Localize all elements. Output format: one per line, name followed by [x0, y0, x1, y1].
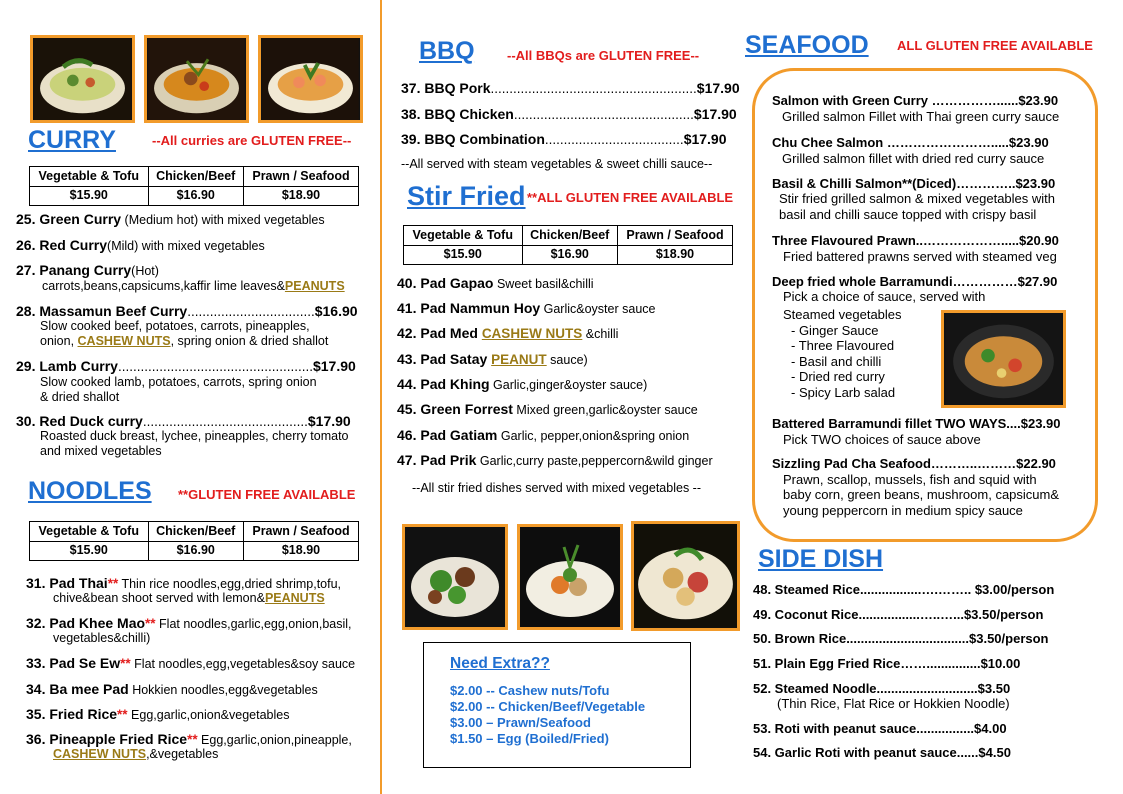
menu-item-28: 28. Massamun Beef Curry..................................$16.90: [16, 303, 358, 319]
menu-item-29: 29. Lamb Curry....................................................$17.90: [16, 358, 356, 374]
cashew-allergen: CASHEW NUTS: [53, 747, 147, 761]
item-name: 33. Pad Se Ew: [26, 655, 121, 671]
item-name: 35. Fried Rice: [26, 706, 118, 722]
stir-fried-heading: Stir Fried: [407, 181, 526, 211]
menu-item-40: 40. Pad Gapao Sweet basil&chilli: [397, 275, 594, 291]
need-extra-box: [423, 642, 691, 768]
item-name: 41. Pad Nammun Hoy: [397, 300, 541, 316]
item-name: 44. Pad Khing: [397, 376, 490, 392]
bbq-footnote: --All served with steam vegetables & sweet chilli sauce--: [401, 157, 713, 171]
item-desc: (Hot): [131, 264, 159, 278]
menu-item-36: 36. Pineapple Fried Rice** Egg,garlic,onion,pineapple,: [26, 731, 352, 747]
item-price: $3.00/person: [974, 582, 1055, 597]
item-desc-line: Prawn, scallop, mussels, fish and squid with: [783, 472, 1037, 487]
item-desc: (Mild) with mixed vegetables: [107, 239, 265, 253]
item-price: $23.90: [1018, 93, 1059, 108]
price-value: $15.90: [30, 541, 149, 561]
item-name: 34. Ba mee Pad: [26, 681, 129, 697]
item-name: 47. Pad Prik: [397, 452, 477, 468]
bbq-item: 39. BBQ Combination.....................................$17.90: [401, 131, 727, 147]
menu-item-27: [16, 262, 159, 279]
column-divider: [380, 0, 382, 794]
price-header: Prawn / Seafood: [243, 522, 358, 542]
noodles-gluten-note: **GLUTEN FREE AVAILABLE: [178, 487, 356, 502]
need-extra-title: Need Extra??: [450, 655, 550, 672]
gluten-star: **: [145, 616, 156, 631]
item-desc-line: Steamed vegetables: [783, 307, 902, 322]
price-value: $16.90: [522, 245, 617, 265]
item-desc-line: Grilled salmon Fillet with Thai green curry sauce: [782, 109, 1060, 124]
menu-item-45: 45. Green Forrest Mixed green,garlic&oyster sauce: [397, 401, 698, 417]
price-header: Vegetable & Tofu: [30, 522, 149, 542]
peanut-allergen: PEANUT: [491, 352, 547, 367]
item-name: 30. Red Duck curry: [16, 413, 143, 429]
bbq-heading: BBQ: [419, 37, 475, 65]
price-header: Prawn / Seafood: [243, 167, 358, 187]
item-name: 42. Pad Med: [397, 325, 482, 341]
item-price: $23.90: [1008, 135, 1049, 150]
item-desc-line: & dried shallot: [40, 390, 120, 404]
seafood-item: Deep fried whole Barramundi……………$27.90: [772, 274, 1058, 289]
item-desc-line: onion, CASHEW NUTS, spring onion & dried shallot: [40, 334, 329, 348]
price-header: Chicken/Beef: [148, 522, 243, 542]
price-header: Chicken/Beef: [522, 226, 617, 246]
item-name: 43. Pad Satay: [397, 351, 492, 367]
extra-line: $2.00 -- Cashew nuts/Tofu: [450, 683, 610, 698]
item-name: 38. BBQ Chicken: [401, 106, 514, 122]
item-desc-line: Stir fried grilled salmon & mixed vegetables with: [779, 191, 1056, 206]
menu-item-30: 30. Red Duck curry............................................$17.90: [16, 413, 351, 429]
menu-item-25: [16, 211, 325, 228]
item-price: $3.50: [977, 681, 1011, 696]
item-price: $17.90: [312, 358, 356, 374]
seafood-gluten-note: ALL GLUTEN FREE AVAILABLE: [897, 38, 1093, 53]
item-name: 46. Pad Gatiam: [397, 427, 498, 443]
menu-item-32: 32. Pad Khee Mao** Flat noodles,garlic,egg,onion,basil,: [26, 615, 352, 631]
sauce-option: - Ginger Sauce: [791, 323, 879, 338]
sauce-option: - Dried red curry: [791, 369, 885, 384]
item-name: 45. Green Forrest: [397, 401, 513, 417]
item-desc-line: carrots,beans,capsicums,kaffir lime leaves&PEANUTS: [42, 279, 345, 293]
seafood-item: Salmon with Green Curry ……………......$23.90: [772, 93, 1059, 108]
item-desc-line: (Thin Rice, Flat Rice or Hokkien Noodle): [777, 696, 1010, 711]
item-name: 39. BBQ Combination: [401, 131, 545, 147]
seafood-heading: SEAFOOD: [745, 31, 869, 59]
item-desc-line: chive&bean shoot served with lemon&PEANUTS: [53, 591, 325, 605]
item-name: 36. Pineapple Fried Rice: [26, 731, 188, 747]
peanut-allergen: PEANUTS: [284, 279, 345, 293]
red-curry-photo: [144, 35, 249, 123]
item-name: 31. Pad Thai: [26, 575, 108, 591]
menu-item-47: 47. Pad Prik Garlic,curry paste,peppercorn&wild ginger: [397, 452, 713, 468]
stir-fry-cashew-photo: [631, 521, 740, 631]
item-price: $4.50: [978, 745, 1011, 760]
gluten-star: **: [117, 707, 128, 722]
cashew-allergen: CASHEW NUTS: [77, 334, 171, 348]
item-desc-line: CASHEW NUTS,&vegetables: [53, 747, 219, 761]
item-price: $17.90: [696, 80, 740, 96]
item-name: 37. BBQ Pork: [401, 80, 491, 96]
item-price: $27.90: [1017, 274, 1058, 289]
seafood-item: Sizzling Pad Cha Seafood………..………$22.90: [772, 456, 1056, 471]
gluten-star: **: [187, 732, 198, 747]
item-price: $22.90: [1016, 456, 1056, 471]
seafood-item: Chu Chee Salmon …………………….....$23.90: [772, 135, 1049, 150]
item-price: $17.90: [693, 106, 737, 122]
side-item-54: 54. Garlic Roti with peanut sauce......$4.50: [753, 745, 1011, 760]
item-price: $3.50/person: [969, 631, 1049, 646]
side-item-50: 50. Brown Rice..................................$3.50/person: [753, 631, 1049, 646]
extra-line: $2.00 -- Chicken/Beef/Vegetable: [450, 699, 646, 714]
item-price: $3.50/person: [963, 607, 1044, 622]
item-name: 26. Red Curry: [16, 237, 108, 253]
item-name: 25. Green Curry: [16, 211, 122, 227]
item-desc: (Medium hot) with mixed vegetables: [121, 213, 325, 227]
item-desc-line: vegetables&chilli): [53, 631, 151, 645]
curry-gluten-note: --All curries are GLUTEN FREE--: [152, 133, 352, 148]
menu-item-44: 44. Pad Khing Garlic,ginger&oyster sauce): [397, 376, 648, 392]
side-item-48: 48. Steamed Rice.................….…….. $3.00/person: [753, 582, 1055, 597]
item-desc-line: Fried battered prawns served with steamed veg: [783, 249, 1057, 264]
side-item-52: 52. Steamed Noodle............................$3.50: [753, 681, 1011, 696]
price-header: Vegetable & Tofu: [30, 167, 149, 187]
item-price: $23.90: [1015, 176, 1056, 191]
gluten-star: **: [120, 656, 131, 671]
menu-item-33: 33. Pad Se Ew** Flat noodles,egg,vegetables&soy sauce: [26, 655, 356, 671]
barramundi-photo: [941, 310, 1066, 408]
menu-item-31: 31. Pad Thai** Thin rice noodles,egg,dried shrimp,tofu,: [26, 575, 342, 591]
price-value: $15.90: [30, 186, 149, 206]
item-price: $17.90: [683, 131, 727, 147]
price-value: $15.90: [404, 245, 523, 265]
side-item-49: 49. Coconut Rice.................…..…...$3.50/person: [753, 607, 1044, 622]
price-value: $16.90: [148, 541, 243, 561]
item-desc-line: and mixed vegetables: [40, 444, 162, 458]
item-desc-line: young peppercorn in medium spicy sauce: [783, 503, 1023, 518]
menu-item-35: 35. Fried Rice** Egg,garlic,onion&vegetables: [26, 706, 290, 722]
menu-item-34: 34. Ba mee Pad Hokkien noodles,egg&vegetables: [26, 681, 318, 697]
item-desc-line: Slow cooked lamb, potatoes, carrots, spring onion: [40, 375, 317, 389]
price-value: $18.90: [617, 245, 732, 265]
gluten-star: **: [107, 576, 119, 591]
stir-fried-footnote: --All stir fried dishes served with mixed vegetables --: [412, 481, 701, 495]
item-price: $17.90: [307, 413, 351, 429]
stir-fried-gluten-note: **ALL GLUTEN FREE AVAILABLE: [527, 190, 734, 205]
price-value: $18.90: [243, 186, 358, 206]
menu-item-43: 43. Pad Satay PEANUT sauce): [397, 351, 588, 367]
item-price: $10.00: [980, 656, 1021, 671]
extra-line: $1.50 – Egg (Boiled/Fried): [450, 731, 609, 746]
side-item-51: 51. Plain Egg Fried Rice……...............$10.00: [753, 656, 1021, 671]
stir-fry-chicken-photo: [517, 524, 623, 630]
seafood-item: Battered Barramundi fillet TWO WAYS....$23.90: [772, 416, 1061, 431]
noodles-price-table: [29, 521, 359, 561]
side-item-53: 53. Roti with peanut sauce................$4.00: [753, 721, 1007, 736]
bbq-item: 38. BBQ Chicken................................................$17.90: [401, 106, 737, 122]
item-price: $23.90: [1020, 416, 1061, 431]
price-header: Chicken/Beef: [148, 167, 243, 187]
menu-item-41: 41. Pad Nammun Hoy Garlic&oyster sauce: [397, 300, 656, 316]
item-name: 32. Pad Khee Mao: [26, 615, 146, 631]
side-dish-heading: SIDE DISH: [758, 545, 884, 573]
item-desc-line: Pick a choice of sauce, served with: [783, 289, 986, 304]
item-desc-line: Grilled salmon fillet with dried red curry sauce: [782, 151, 1045, 166]
extra-line: $3.00 – Prawn/Seafood: [450, 715, 591, 730]
item-price: $4.00: [974, 721, 1007, 736]
seafood-item: Basil & Chilli Salmon**(Diced)…………..$23.90: [772, 176, 1056, 191]
menu-item-42: 42. Pad Med CASHEW NUTS &chilli: [397, 325, 619, 341]
sauce-option: - Spicy Larb salad: [791, 385, 896, 400]
panang-curry-photo: [258, 35, 363, 123]
item-price: $20.90: [1019, 233, 1059, 248]
green-curry-photo: [30, 35, 135, 123]
curry-price-table: [29, 166, 359, 206]
item-desc-line: Roasted duck breast, lychee, pineapples, cherry tomato: [40, 429, 349, 443]
item-price: $16.90: [314, 303, 358, 319]
peanut-allergen: PEANUTS: [264, 591, 325, 605]
menu-item-46: 46. Pad Gatiam Garlic, pepper,onion&spring onion: [397, 427, 690, 443]
item-desc-line: Slow cooked beef, potatoes, carrots, pineapples,: [40, 319, 310, 333]
stir-fry-beef-photo: [402, 524, 508, 630]
item-desc-line: baby corn, green beans, mushroom, capsicum&: [783, 487, 1060, 502]
bbq-gluten-note: --All BBQs are GLUTEN FREE--: [507, 48, 700, 63]
cashew-allergen: CASHEW NUTS: [481, 326, 583, 341]
sauce-option: - Basil and chilli: [791, 354, 882, 369]
stir-fried-price-table: [403, 225, 733, 265]
price-header: Vegetable & Tofu: [404, 226, 523, 246]
item-name: 40. Pad Gapao: [397, 275, 494, 291]
menu-item-26: [16, 237, 265, 254]
curry-heading: CURRY: [28, 126, 116, 154]
item-name: 28. Massamun Beef Curry: [16, 303, 188, 319]
item-desc-line: Pick TWO choices of sauce above: [783, 432, 981, 447]
price-value: $16.90: [148, 186, 243, 206]
item-name: 29. Lamb Curry: [16, 358, 118, 374]
price-header: Prawn / Seafood: [617, 226, 732, 246]
item-desc-line: basil and chilli sauce topped with crispy basil: [779, 207, 1037, 222]
bbq-item: 37. BBQ Pork.......................................................$17.90: [401, 80, 740, 96]
noodles-heading: NOODLES: [28, 477, 152, 505]
sauce-option: - Three Flavoured: [791, 338, 895, 353]
seafood-item: Three Flavoured Prawn..……………….....$20.90: [772, 233, 1059, 248]
item-name: 27. Panang Curry: [16, 262, 132, 278]
price-value: $18.90: [243, 541, 358, 561]
